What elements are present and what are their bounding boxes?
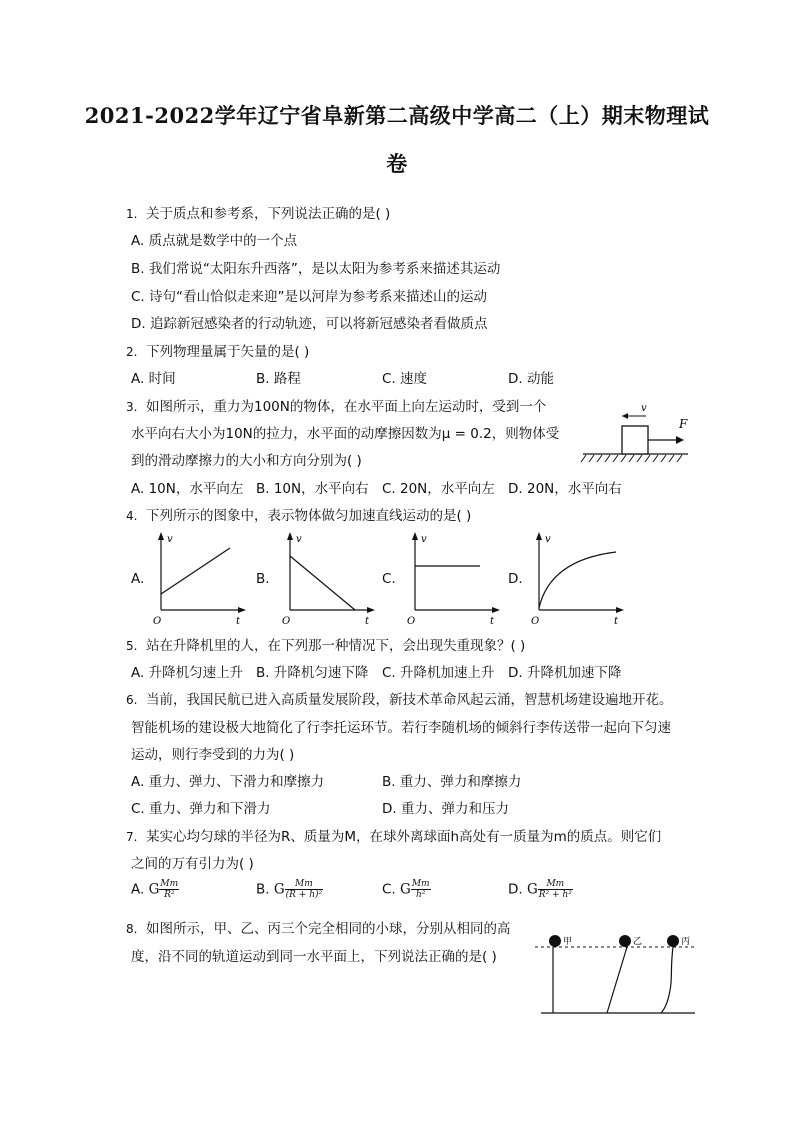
q4-graph-b [279,530,379,628]
q8-figure [535,925,705,1020]
title-line-1: 2021-2022学年辽宁省阜新第二高级中学高二（上）期末物理试 [84,103,710,128]
q6-stem-line-1 [126,691,673,709]
fraction: $\frac{Mm}{\text{R²}}$ [160,879,179,900]
fraction: $\frac{Mm}{\text{h²}}$ [411,879,430,900]
q8-stem-line-2: 度，沿不同的轨道运动到同一水平面上，下列说法正确的是( ) [131,949,497,965]
axis-v-label: v [167,534,173,545]
q1-option-b: B. 我们常说“太阳东升西落”，是以太阳为参考系来描述其运动 [131,261,501,277]
page-title [60,92,734,188]
q4-option-d: D. [508,571,523,587]
origin-label: O [531,616,540,627]
q2-option-d: D. 动能 [508,371,554,387]
constant-g: G [273,881,285,898]
graph-line [161,548,230,594]
q3-stem-text-1: 如图所示，重力为100N的物体，在水平面上向左运动时，受到一个 [146,399,547,415]
q4-graph-a [150,530,250,628]
axis-t-label: t [365,616,370,627]
q3-option-b: B. 10N，水平向右 [256,481,369,497]
q3-option-d: D. 20N，水平向右 [508,481,622,497]
ball-jia-label: 甲 [563,937,573,947]
q7-stem-line-2: 之间的万有引力为( ) [131,856,254,872]
velocity-arrowhead [622,413,628,419]
origin-label: O [153,616,162,627]
q6-option-d: D. 重力、弹力和压力 [382,801,509,817]
fraction: $\frac{Mm}{\text{R² + h²}}$ [538,879,572,900]
q5-option-a: A. 升降机匀速上升 [131,665,244,681]
ball-bing [667,935,679,947]
q7-option-d: D. G $\frac{Mm}{\text{R² + h²}}$ [508,879,572,900]
fraction: $\frac{Mm}{\text{(R + h)²}}$ [285,879,323,900]
ball-jia [549,935,561,947]
velocity-label: v [641,403,647,414]
track-3 [661,947,673,1013]
block [622,426,648,454]
q4-stem [126,507,471,525]
q5-option-d: D. 升降机加速下降 [508,665,622,681]
origin-label: O [282,616,291,627]
q6-option-b: B. 重力、弹力和摩擦力 [382,774,522,790]
axis-t-label: t [614,616,619,627]
q1-stem [126,205,390,223]
constant-g: G [148,881,160,898]
q4-option-c: C. [382,571,396,587]
q7-stem-line-1 [126,828,661,846]
q1-option-c: C. 诗句“看山恰似走来迎”是以河岸为参考系来描述山的运动 [131,289,487,305]
axis-v-label: v [421,534,427,545]
force-arrowhead [676,436,684,444]
axis-t-label: t [490,616,495,627]
q4-stem-text: 下列所示的图象中，表示物体做匀加速直线运动的是( ) [146,508,472,524]
graph-line [290,556,355,610]
q1-option-a: A. 质点就是数学中的一个点 [131,233,298,249]
q4-graph-c [404,530,504,628]
q4-option-b: B. [256,571,270,587]
axis-t-label: t [236,616,241,627]
q5-number: 5. [126,639,138,653]
q2-option-b: B. 路程 [256,371,301,387]
q8-number: 8. [126,922,138,936]
q7-option-b: B. G $\frac{Mm}{\text{(R + h)²}}$ [256,879,323,900]
q3-stem-line-3: 到的滑动摩擦力的大小和方向分别为( ) [131,453,362,469]
ground-hatch [581,455,682,462]
q7-stem-text-1: 某实心均匀球的半径为R、质量为M，在球外离球面h高处有一质量为m的质点。则它们 [146,829,662,845]
q4-option-a: A. [131,571,145,587]
q5-option-b: B. 升降机匀速下降 [256,665,369,681]
q2-option-a: A. 时间 [131,371,176,387]
q1-stem-text: 关于质点和参考系，下列说法正确的是( ) [146,206,391,222]
q8-stem-line-1 [126,920,511,938]
q5-option-c: C. 升降机加速上升 [382,665,495,681]
q3-option-a: A. 10N，水平向左 [131,481,244,497]
q4-number: 4. [126,509,138,523]
axis-v-label: v [296,534,302,545]
origin-label: O [407,616,416,627]
q2-number: 2. [126,345,138,359]
axis-v-label: v [545,534,551,545]
q1-option-d: D. 追踪新冠感染者的行动轨迹，可以将新冠感染者看做质点 [131,316,488,332]
force-label: F [679,417,688,431]
q8-stem-text-1: 如图所示，甲、乙、丙三个完全相同的小球，分别从相同的高 [146,921,511,937]
graph-curve [539,552,616,608]
q4-graph-d [528,530,628,628]
q5-stem-text: 站在升降机里的人，在下列那一种情况下，会出现失重现象？( ) [146,638,526,654]
q6-stem-line-2: 智能机场的建设极大地简化了行李托运环节。若行李随机场的倾斜行李传送带一起向下匀速 [131,720,671,736]
q3-option-c: C. 20N，水平向左 [382,481,495,497]
ball-bing-label: 丙 [681,937,691,947]
q7-number: 7. [126,830,138,844]
title-line-2: 卷 [386,151,408,176]
ball-yi [619,935,631,947]
q1-number: 1. [126,207,138,221]
q6-stem-text-1: 当前，我国民航已进入高质量发展阶段，新技术革命风起云涌，智慧机场建设遍地开花。 [146,692,673,708]
q2-stem-text: 下列物理量属于矢量的是( ) [146,344,310,360]
q6-number: 6. [126,693,138,707]
q3-number: 3. [126,400,138,414]
q6-option-a: A. 重力、弹力、下滑力和摩擦力 [131,774,325,790]
q7-option-a: A. G $\frac{Mm}{\text{R²}}$ [131,879,179,900]
constant-g: G [526,881,538,898]
q7-option-c: C. G $\frac{Mm}{\text{h²}}$ [382,879,430,900]
q2-option-c: C. 速度 [382,371,428,387]
q3-stem-line-1 [126,398,546,416]
q6-option-c: C. 重力、弹力和下滑力 [131,801,271,817]
constant-g: G [400,881,411,898]
q3-stem-line-2: 水平向右大小为10N的拉力，水平面的动摩擦因数为μ = 0.2，则物体受 [131,426,560,442]
q6-stem-line-3: 运动，则行李受到的力为( ) [131,747,295,763]
q5-stem [126,637,525,655]
q2-stem [126,343,309,361]
ball-yi-label: 乙 [633,937,643,947]
q3-figure [578,400,698,465]
track-2 [607,947,627,1013]
